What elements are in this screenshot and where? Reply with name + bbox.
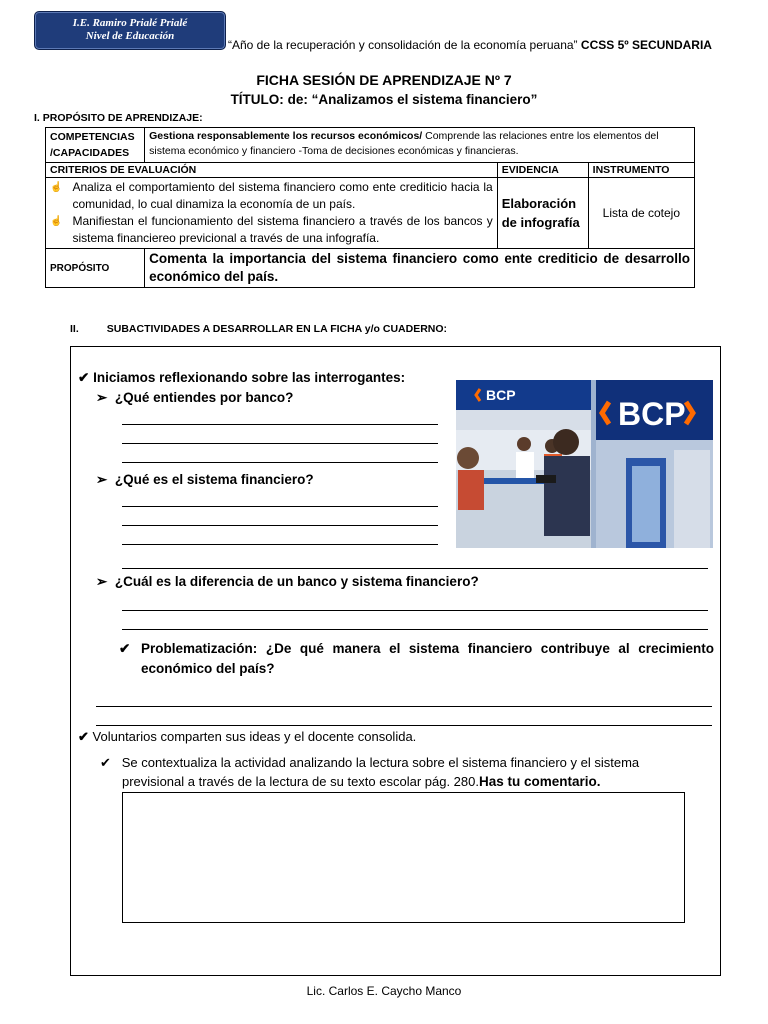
criterio-1: ☝ Analiza el comportamiento del sistema financiero como ente crediticio hacia la comunidad, lo cual dinamiza la economía de un país. <box>50 180 493 211</box>
evidencia-value: Elaboración de infografía <box>497 178 588 249</box>
purpose-table <box>45 127 695 288</box>
check-icon: ✔ <box>119 641 131 656</box>
instrumento-header: INSTRUMENTO <box>588 163 694 178</box>
arrow-bullet-icon: ➢ <box>96 472 108 487</box>
session-title: FICHA SESIÓN DE APRENDIZAJE Nº 7 <box>256 72 512 88</box>
section-2-heading <box>70 323 447 335</box>
criterio-2: ☝ Manifiestan el funcionamiento del sistema financiero a través de los bancos y sistema financiereo previcional a través de una infografía. <box>50 214 493 245</box>
question-1-text: ¿Qué entiendes por banco? <box>114 390 294 405</box>
logo-line-1: I.E. Ramiro Prialé Prialé <box>72 17 188 29</box>
comment-cta: Has tu comentario. <box>479 774 601 789</box>
proposito-label: PROPÓSITO <box>46 249 145 288</box>
bcp-sign-large: BCP <box>618 396 686 432</box>
competencia-text: Comprende las relaciones entre los elementos del sistema económico y financiero -Toma de decisiones económicas y financieras. <box>149 130 659 157</box>
instrumento-value: Lista de cotejo <box>588 178 694 249</box>
question-2-text: ¿Qué es el sistema financiero? <box>114 472 314 487</box>
competencia-bold: Gestiona responsablemente los recursos económicos/ <box>149 130 423 142</box>
check-icon: ✔ <box>100 755 111 770</box>
problematizacion <box>119 639 714 679</box>
question-3 <box>96 574 479 590</box>
volunteers-item <box>78 729 416 745</box>
check-icon: ✔ <box>78 370 90 385</box>
section-1-heading: I. PROPÓSITO DE APRENDIZAJE: <box>34 112 203 124</box>
question-1 <box>96 390 293 406</box>
proposito-text: Comenta la importancia del sistema financiero como ente crediticio de desarrollo económico del país. <box>145 249 695 288</box>
criterios-header: CRITERIOS DE EVALUACIÓN <box>46 163 498 178</box>
check-icon: ✔ <box>78 729 89 744</box>
bcp-bank-photo <box>456 380 713 548</box>
problem-label: Problematización: <box>141 641 258 656</box>
pointer-icon: ☝ <box>50 216 63 227</box>
session-subtitle <box>0 92 768 107</box>
year-motto: “Año de la recuperación y consolidación de la economía peruana” <box>228 38 578 52</box>
school-logo <box>34 11 226 50</box>
context-line-1: Se contextualiza la actividad analizando la lectura sobre el sistema financiero y el sistema <box>121 755 640 770</box>
context-line-2: previsional a través de la lectura de su texto escolar pág. 280. <box>122 774 479 789</box>
intro-item <box>78 370 405 386</box>
criterios-cell <box>46 178 498 249</box>
answer-lines-3[interactable] <box>122 592 708 630</box>
bcp-sign-small: BCP <box>486 387 516 403</box>
arrow-bullet-icon: ➢ <box>96 574 108 589</box>
title-text: de: “Analizamos el sistema financiero” <box>287 92 538 107</box>
answer-line-2-wide[interactable] <box>122 550 708 569</box>
competencia-cell <box>145 128 695 163</box>
context-item-line-2 <box>122 774 601 789</box>
course-label: CCSS 5º SECUNDARIA <box>580 38 712 52</box>
arrow-bullet-icon: ➢ <box>96 390 108 405</box>
problem-text: ¿De qué manera el sistema financiero contribuye al crecimiento económico del país? <box>141 641 714 676</box>
evidencia-header: EVIDENCIA <box>497 163 588 178</box>
competencias-label: COMPETENCIAS /CAPACIDADES <box>46 128 145 163</box>
section-2-title: SUBACTIVIDADES A DESARROLLAR EN LA FICHA y/o CUADERNO: <box>106 323 448 335</box>
title-label: TÍTULO: <box>230 92 284 107</box>
answer-lines-problem[interactable] <box>96 688 712 726</box>
volunteers-text: Voluntarios comparten sus ideas y el docente consolida. <box>92 729 417 744</box>
intro-text: Iniciamos reflexionando sobre las interrogantes: <box>93 370 406 385</box>
comment-answer-box[interactable] <box>122 792 685 923</box>
answer-lines-2[interactable] <box>122 488 438 545</box>
question-3-text: ¿Cuál es la diferencia de un banco y sistema financiero? <box>114 574 479 589</box>
header-motto <box>228 38 712 52</box>
question-2 <box>96 472 314 488</box>
pointer-icon: ☝ <box>50 182 63 193</box>
footer-author: Lic. Carlos E. Caycho Manco <box>306 984 462 998</box>
context-item <box>100 755 639 771</box>
section-2-number: II. <box>70 323 79 335</box>
logo-line-2: Nivel de Educación <box>85 30 175 42</box>
answer-lines-1[interactable] <box>122 406 438 463</box>
